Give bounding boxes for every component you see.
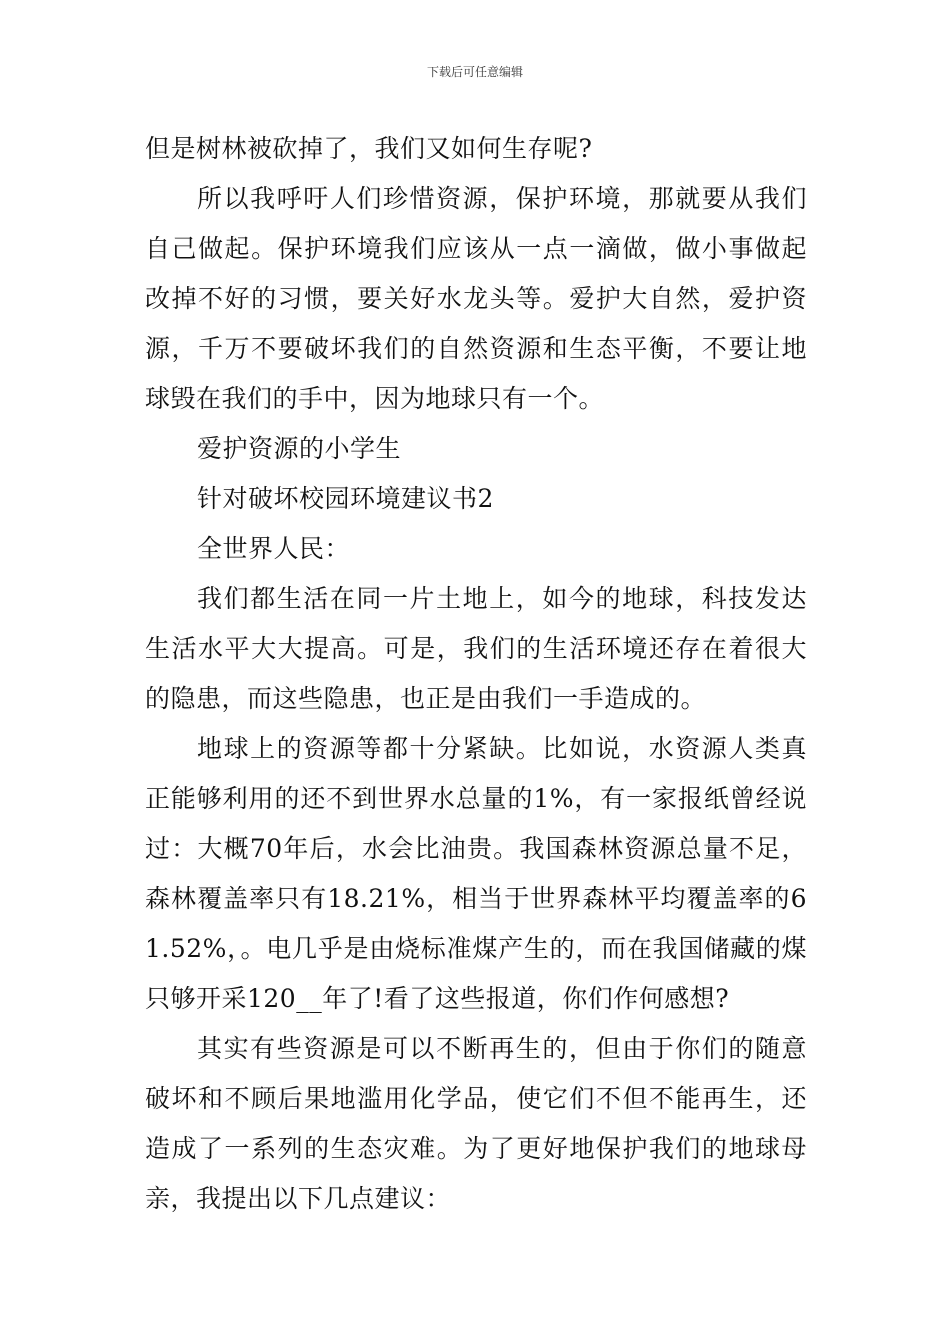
paragraph: 其实有些资源是可以不断再生的，但由于你们的随意破坏和不顾后果地滥用化学品，使它们不但不能再生，还造成了一系列的生态灾难。为了更好地保护我们的地球母亲，我提出以下几点建议： (145, 1034, 807, 1213)
paragraph: 地球上的资源等都十分紧缺。比如说，水资源人类真正能够利用的还不到世界水总量的1%，有一家报纸曾经说过：大概70年后，水会比油贵。我国森林资源总量不足，森林覆盖率只有18.21%，相当于世界森林平均覆盖率的61.52%，。电几乎是由烧标准煤产生的，而在我国储藏的煤只够开采120__年了!看了这些报道，你们作何感想? (145, 734, 807, 1013)
signature-line: 爱护资源的小学生 (197, 434, 402, 463)
page-header: 下载后可任意编辑 (426, 65, 523, 79)
section-title: 针对破坏校园环境建议书2 (197, 484, 494, 513)
paragraph: 但是树林被砍掉了，我们又如何生存呢? (145, 134, 593, 163)
document-body (145, 124, 807, 1224)
paragraph: 我们都生活在同一片土地上，如今的地球，科技发达生活水平大大提高。可是，我们的生活环境还存在着很大的隐患，而这些隐患，也正是由我们一手造成的。 (145, 584, 807, 713)
paragraph: 所以我呼吁人们珍惜资源，保护环境，那就要从我们自己做起。保护环境我们应该从一点一滴做，做小事做起改掉不好的习惯，要关好水龙头等。爱护大自然，爱护资源，千万不要破坏我们的自然资源和生态平衡，不要让地球毁在我们的手中，因为地球只有一个。 (145, 184, 807, 413)
salutation: 全世界人民： (197, 534, 351, 563)
